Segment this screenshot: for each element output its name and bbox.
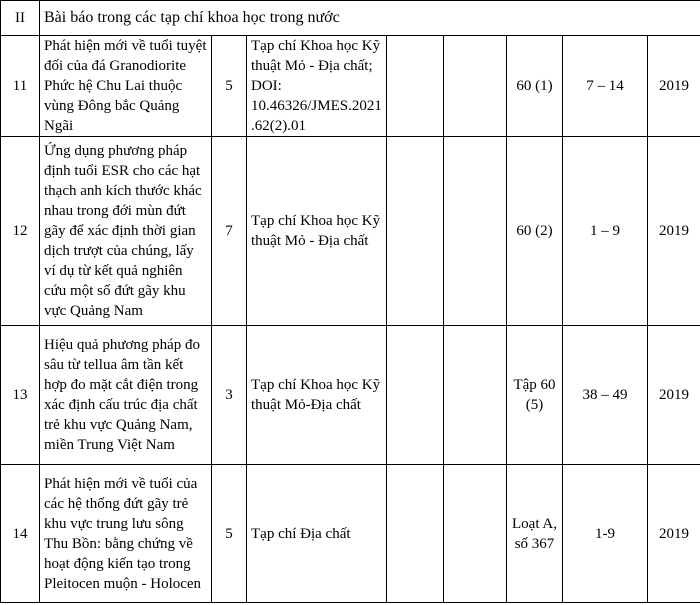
section-title: Bài báo trong các tạp chí khoa học trong nước [40,1,700,36]
row-number: 12 [1,137,40,326]
year: 2019 [648,137,700,326]
journal-name: Tạp chí Khoa học Kỹ thuật Mỏ - Địa chất [247,137,387,326]
empty-cell [444,36,507,137]
row-number: 14 [1,465,40,603]
row-number: 11 [1,36,40,137]
table-row [1,465,700,603]
empty-cell [444,465,507,603]
year: 2019 [648,465,700,603]
volume: Loạt A, số 367 [507,465,563,603]
pages: 1 – 9 [563,137,648,326]
table-row [1,36,700,137]
article-title: Phát hiện mới về tuổi của các hệ thống đứt gãy trẻ khu vực trung lưu sông Thu Bồn: bằng chứng về hoạt động kiến tạo trong Pleitocen muộn - Holocen [40,465,212,603]
author-count: 3 [212,326,247,465]
pages: 7 – 14 [563,36,648,137]
journal-name: Tạp chí Khoa học Kỹ thuật Mỏ-Địa chất [247,326,387,465]
article-title: Phát hiện mới về tuổi tuyệt đối của đá Granodiorite Phức hệ Chu Lai thuộc vùng Đông bắc Quảng Ngãi [40,36,212,137]
author-count: 7 [212,137,247,326]
journal-name: Tạp chí Khoa học Kỹ thuật Mỏ - Địa chất; DOI: 10.46326/JMES.2021.62(2).01 [247,36,387,137]
article-title: Hiệu quả phương pháp đo sâu từ tellua âm tần kết hợp đo mặt cắt điện trong xác định cấu trúc địa chất trẻ khu vực Quảng Nam, miền Trung Việt Nam [40,326,212,465]
empty-cell [444,326,507,465]
table-row [1,137,700,326]
empty-cell [387,326,444,465]
empty-cell [444,137,507,326]
table-row [1,326,700,465]
section-header-row [1,1,700,36]
empty-cell [387,137,444,326]
pages: 1-9 [563,465,648,603]
journal-name: Tạp chí Địa chất [247,465,387,603]
row-number: 13 [1,326,40,465]
author-count: 5 [212,465,247,603]
article-title: Ứng dụng phương pháp định tuổi ESR cho các hạt thạch anh kích thước khác nhau trong đới mùn đứt gãy để xác định thời gian dịch trượt của chúng, lấy ví dụ từ kết quả nghiên cứu một số đứt gãy khu vực Quảng Nam [40,137,212,326]
volume: Tập 60 (5) [507,326,563,465]
year: 2019 [648,36,700,137]
section-number: II [1,1,40,36]
pages: 38 – 49 [563,326,648,465]
empty-cell [387,36,444,137]
author-count: 5 [212,36,247,137]
volume: 60 (2) [507,137,563,326]
year: 2019 [648,326,700,465]
volume: 60 (1) [507,36,563,137]
empty-cell [387,465,444,603]
